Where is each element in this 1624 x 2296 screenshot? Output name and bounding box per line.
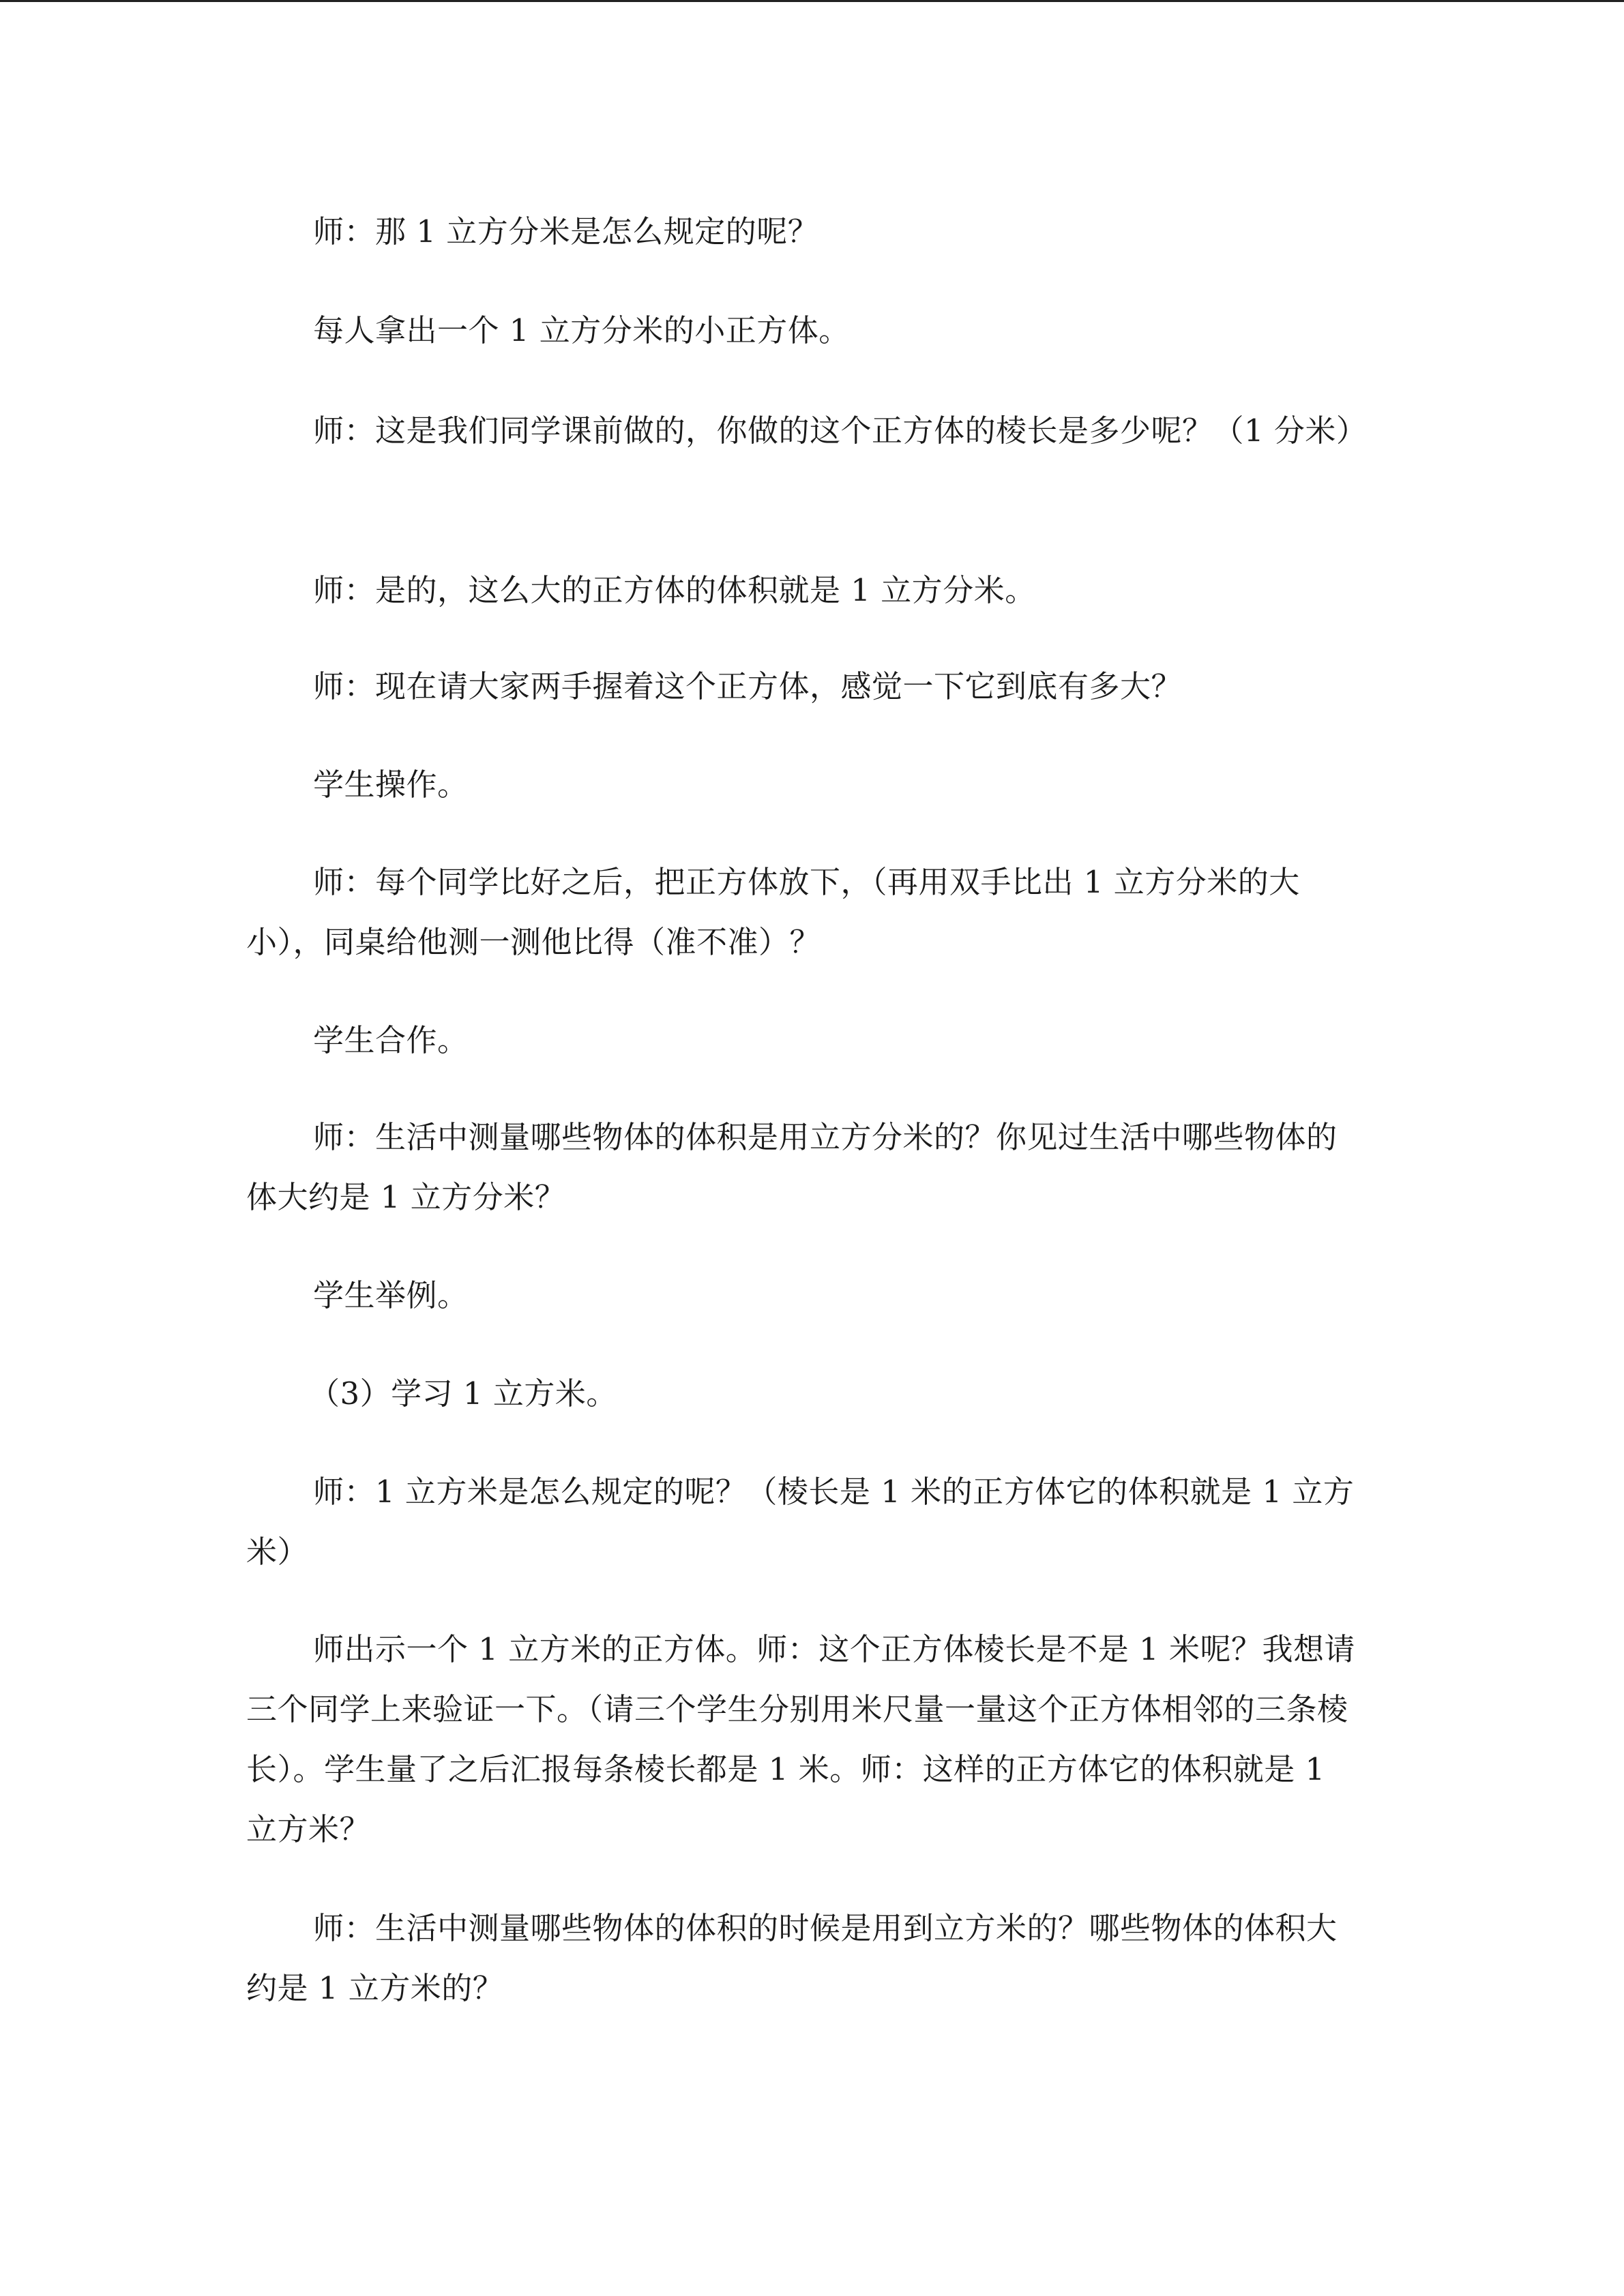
paragraph: 师：生活中测量哪些物体的体积的时候是用到立方米的？哪些物体的体积大约是 1 立方米的？	[246, 1910, 1338, 2006]
paragraph: 师：生活中测量哪些物体的体积是用立方分米的？你见过生活中哪些物体的体大约是 1 立方分米？	[246, 1119, 1338, 1215]
paragraph: 每人拿出一个 1 立方分米的小正方体。	[313, 312, 850, 348]
page-top-border	[0, 0, 1624, 2]
paragraph: 学生合作。	[313, 1022, 469, 1058]
section-heading: （3）学习 1 立方米。	[309, 1375, 617, 1412]
paragraph: 师出示一个 1 立方米的正方体。师：这个正方体棱长是不是 1 米呢？我想请三个同学上来验证一下。（请三个学生分别用米尺量一量这个正方体相邻的三条棱长）。学生量了之后汇报每条棱长都是 1 米。师：这样的正方体它的体积就是 1 立方米？	[246, 1631, 1355, 1847]
paragraph: 师：现在请大家两手握着这个正方体，感觉一下它到底有多大？	[313, 668, 1183, 704]
paragraph: 师：是的，这么大的正方体的体积就是 1 立方分米。	[313, 572, 1036, 608]
paragraph: 师：那 1 立方分米是怎么规定的呢？	[313, 213, 819, 250]
paragraph: 师：每个同学比好之后，把正方体放下，（再用双手比出 1 立方分米的大小），同桌给他测一测他比得（准不准）？	[246, 864, 1300, 960]
paragraph: 师：这是我们同学课前做的，你做的这个正方体的棱长是多少呢？（1 分米）	[313, 413, 1368, 449]
paragraph: 学生操作。	[313, 766, 469, 803]
paragraph: 学生举例。	[313, 1277, 469, 1313]
paragraph: 师：1 立方米是怎么规定的呢？（棱长是 1 米的正方体它的体积就是 1 立方米）	[246, 1474, 1355, 1570]
